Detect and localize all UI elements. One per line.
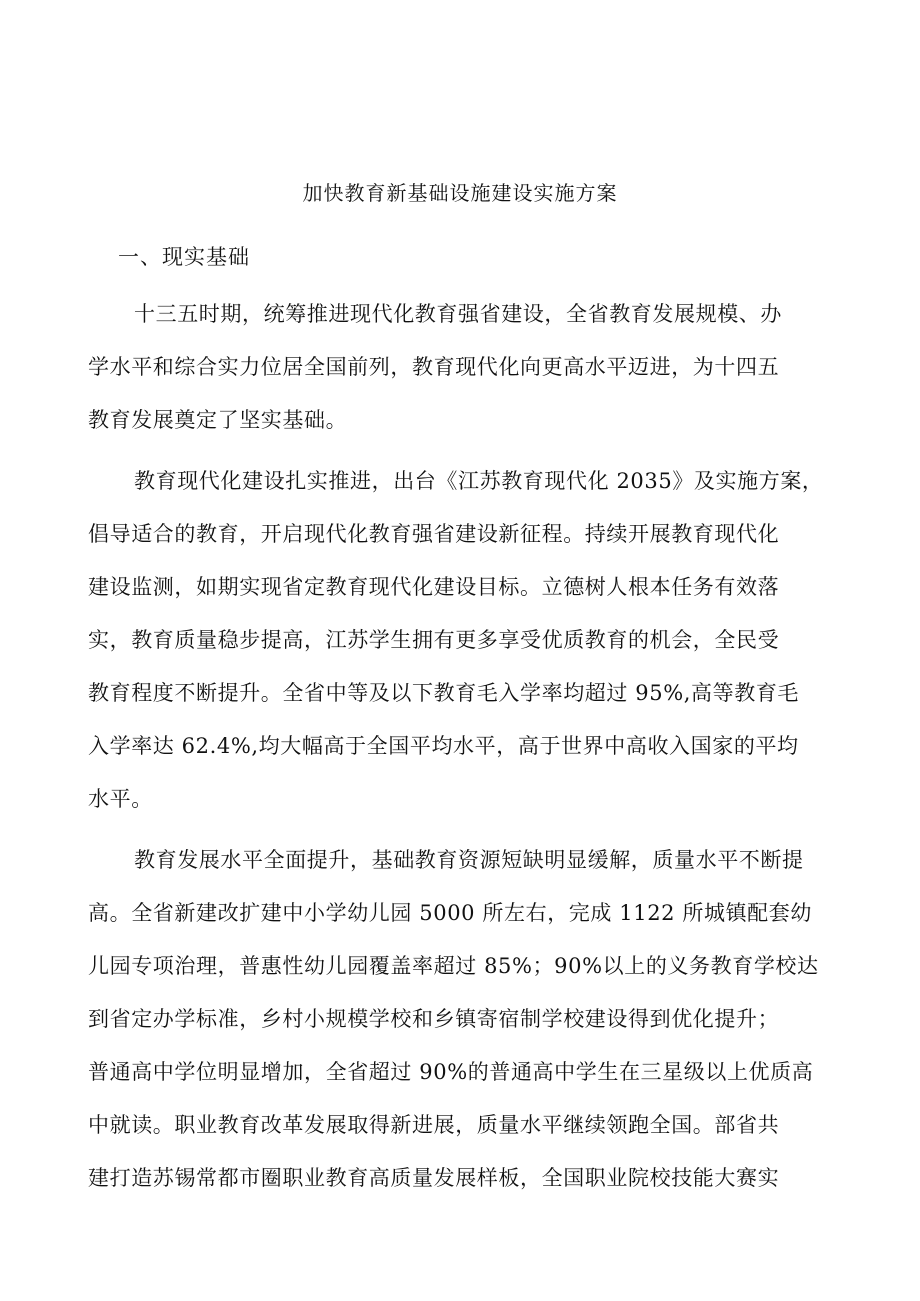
section-heading: 一、现实基础	[118, 245, 250, 269]
text-line: 中就读。职业教育改革发展取得新进展，质量水平继续领跑全国。部省共	[88, 1113, 780, 1137]
text-line: 倡导适合的教育，开启现代化教育强省建设新征程。持续开展教育现代化	[88, 522, 780, 546]
text-line: 水平。	[88, 787, 153, 811]
text-line: 入学率达 62.4%,均大幅高于全国平均水平，高于世界中高收入国家的平均	[88, 734, 799, 758]
document-title: 加快教育新基础设施建设实施方案	[302, 181, 618, 205]
paragraph	[88, 455, 844, 826]
text-line: 教育发展水平全面提升，基础教育资源短缺明显缓解，质量水平不断提	[134, 848, 804, 872]
document-body	[88, 288, 844, 1205]
text-line: 教育发展奠定了坚实基础。	[88, 408, 348, 432]
text-line: 高。全省新建改扩建中小学幼儿园 5000 所左右，完成 1122 所城镇配套幼	[88, 901, 812, 925]
text-line: 教育程度不断提升。全省中等及以下教育毛入学率均超过 95%,高等教育毛	[88, 681, 800, 705]
text-line: 十三五时期，统筹推进现代化教育强省建设，全省教育发展规模、办	[134, 302, 782, 326]
text-line: 儿园专项治理，普惠性幼儿园覆盖率超过 85%；90%以上的义务教育学校达	[88, 954, 819, 978]
text-line: 建设监测，如期实现省定教育现代化建设目标。立德树人根本任务有效落	[88, 575, 780, 599]
text-line: 实，教育质量稳步提高，江苏学生拥有更多享受优质教育的机会，全民受	[88, 628, 780, 652]
paragraph	[88, 834, 844, 1205]
text-line: 教育现代化建设扎实推进，出台《江苏教育现代化 2035》及实施方案，	[134, 469, 824, 493]
text-line: 建打造苏锡常都市圈职业教育高质量发展样板，全国职业院校技能大赛实	[88, 1166, 780, 1190]
text-line: 到省定办学标准，乡村小规模学校和乡镇寄宿制学校建设得到优化提升；	[88, 1007, 780, 1031]
text-line: 学水平和综合实力位居全国前列，教育现代化向更高水平迈进，为十四五	[88, 355, 780, 379]
text-line: 普通高中学位明显增加，全省超过 90%的普通高中学生在三星级以上优质高	[88, 1060, 814, 1084]
paragraph	[88, 288, 844, 447]
